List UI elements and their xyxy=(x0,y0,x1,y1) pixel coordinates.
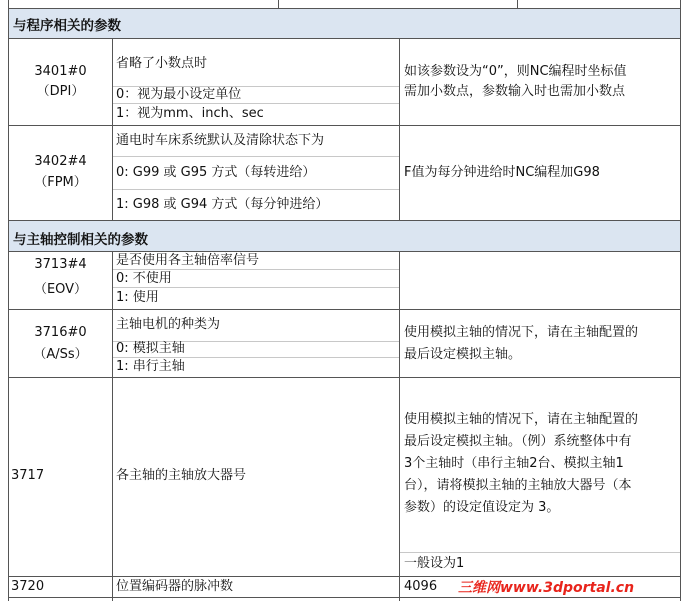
param-option: 1: 使用 xyxy=(116,290,159,305)
param-symbol: （FPM） xyxy=(34,175,87,190)
param-note-line: 使用模拟主轴的情况下，请在主轴配置的 xyxy=(404,325,639,340)
param-symbol: （A/Ss） xyxy=(33,347,88,362)
watermark: 三维网www.3dportal.cn xyxy=(458,580,635,596)
param-note-line: F值为每分钟进给时NC编程加G98 xyxy=(404,165,600,180)
param-note-line: 台），请将模拟主轴的主轴放大器号（本 xyxy=(404,478,632,493)
param-symbol: （DPI） xyxy=(36,84,85,99)
param-option: 1: 串行主轴 xyxy=(116,359,185,374)
param-note-line: 参数）的设定值设定为 3。 xyxy=(404,500,560,515)
param-title: 位置编码器的脉冲数 xyxy=(116,579,234,594)
param-note-extra: 一般设为1 xyxy=(404,556,465,571)
param-note-line: 4096 xyxy=(404,579,438,594)
param-note-line: 使用模拟主轴的情况下，请在主轴配置的 xyxy=(404,412,639,427)
param-option: 1: G98 或 G94 方式（每分钟进给） xyxy=(116,197,329,212)
param-symbol: （EOV） xyxy=(33,282,88,297)
param-number: 3717 xyxy=(11,468,45,483)
param-title: 主轴电机的种类为 xyxy=(116,317,221,332)
param-note-line: 最后设定模拟主轴。 xyxy=(404,347,522,362)
param-option: 0: G99 或 G95 方式（每转进给） xyxy=(116,165,316,180)
param-number: 3401#0 xyxy=(34,64,87,79)
param-note-line: 如该参数设为“0”，则NC编程时坐标值 xyxy=(404,64,627,79)
param-title: 通电时车床系统默认及清除状态下为 xyxy=(116,133,325,148)
section-title: 与程序相关的参数 xyxy=(13,18,121,34)
param-title: 省略了小数点时 xyxy=(116,56,208,71)
param-note-line: 需加小数点，参数输入时也需加小数点 xyxy=(404,84,626,99)
param-note-line: 3个主轴时（串行主轴2台、模拟主轴1 xyxy=(404,456,624,471)
param-option: 1：视为mm、inch、sec xyxy=(116,106,264,121)
param-note-line: 最后设定模拟主轴。（例）系统整体中有 xyxy=(404,434,632,449)
param-title: 是否使用各主轴倍率信号 xyxy=(116,253,260,268)
param-option: 0：视为最小设定单位 xyxy=(116,87,242,102)
section-header-program xyxy=(8,8,680,38)
section-title: 与主轴控制相关的参数 xyxy=(13,232,148,248)
param-number: 3720 xyxy=(11,579,45,594)
param-title: 各主轴的主轴放大器号 xyxy=(116,468,247,483)
param-number: 3716#0 xyxy=(34,325,87,340)
param-number: 3713#4 xyxy=(34,257,87,272)
param-number: 3402#4 xyxy=(34,154,87,169)
param-option: 0: 不使用 xyxy=(116,271,172,286)
section-header-spindle xyxy=(8,220,680,251)
param-option: 0: 模拟主轴 xyxy=(116,341,185,356)
